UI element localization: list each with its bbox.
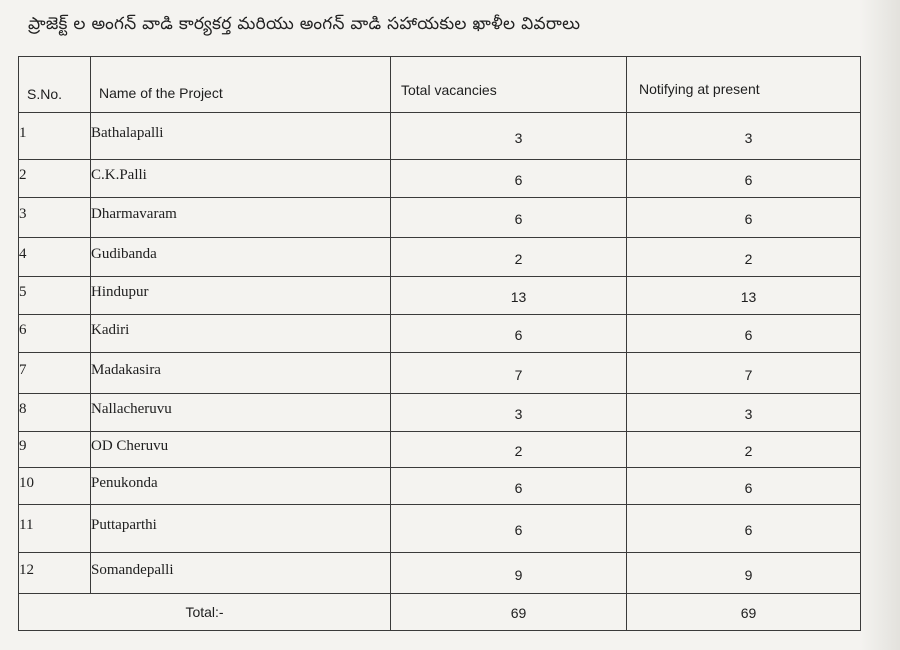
cell-notifying-at-present: 6	[627, 315, 861, 353]
cell-project-name: Nallacheruvu	[91, 394, 391, 432]
table-row	[19, 468, 861, 505]
cell-sno: 1	[19, 113, 91, 160]
cell-total-vacancies: 3	[391, 113, 627, 160]
table-header-row	[19, 57, 861, 113]
cell-sno: 8	[19, 394, 91, 432]
cell-notifying-at-present: 6	[627, 468, 861, 505]
cell-sno: 4	[19, 238, 91, 277]
cell-total-vacancies: 6	[391, 468, 627, 505]
table-row	[19, 277, 861, 315]
table-row	[19, 198, 861, 238]
page-edge-shadow	[860, 0, 900, 650]
cell-sno: 12	[19, 553, 91, 594]
cell-notifying-at-present: 7	[627, 353, 861, 394]
cell-total-vacancies: 7	[391, 353, 627, 394]
cell-total-vacancies: 3	[391, 394, 627, 432]
document-heading: ప్రాజెక్ట్ ల అంగన్ వాడి కార్యకర్త మరియు అంగన్ వాడి సహాయకుల ఖాళీల వివరాలు	[28, 14, 581, 34]
cell-project-name: Dharmavaram	[91, 198, 391, 238]
cell-total-vacancies: 9	[391, 553, 627, 594]
cell-project-name: Madakasira	[91, 353, 391, 394]
cell-sno: 9	[19, 432, 91, 468]
cell-notifying-at-present: 9	[627, 553, 861, 594]
table-row	[19, 505, 861, 553]
cell-project-name: Kadiri	[91, 315, 391, 353]
total-vacancies-sum: 69	[391, 594, 627, 631]
cell-project-name: C.K.Palli	[91, 160, 391, 198]
cell-sno: 6	[19, 315, 91, 353]
table-row	[19, 160, 861, 198]
cell-sno: 3	[19, 198, 91, 238]
cell-notifying-at-present: 2	[627, 432, 861, 468]
cell-total-vacancies: 6	[391, 505, 627, 553]
cell-sno: 10	[19, 468, 91, 505]
cell-notifying-at-present: 3	[627, 394, 861, 432]
total-label: Total:-	[19, 594, 391, 631]
table-row	[19, 553, 861, 594]
notifying-at-present-sum: 69	[627, 594, 861, 631]
cell-sno: 5	[19, 277, 91, 315]
column-header-sno: S.No.	[19, 57, 91, 113]
column-header-notifying-at-present: Notifying at present	[627, 57, 861, 113]
cell-notifying-at-present: 6	[627, 505, 861, 553]
vacancies-table	[18, 56, 861, 631]
cell-notifying-at-present: 13	[627, 277, 861, 315]
cell-sno: 7	[19, 353, 91, 394]
cell-sno: 11	[19, 505, 91, 553]
table-row	[19, 353, 861, 394]
cell-project-name: Hindupur	[91, 277, 391, 315]
table-row	[19, 113, 861, 160]
table-row	[19, 315, 861, 353]
cell-project-name: Puttaparthi	[91, 505, 391, 553]
table-total-row	[19, 594, 861, 631]
cell-total-vacancies: 2	[391, 432, 627, 468]
cell-total-vacancies: 13	[391, 277, 627, 315]
cell-project-name: Penukonda	[91, 468, 391, 505]
cell-total-vacancies: 6	[391, 160, 627, 198]
table-row	[19, 432, 861, 468]
cell-project-name: Bathalapalli	[91, 113, 391, 160]
cell-notifying-at-present: 3	[627, 113, 861, 160]
cell-total-vacancies: 2	[391, 238, 627, 277]
cell-sno: 2	[19, 160, 91, 198]
table-row	[19, 238, 861, 277]
cell-notifying-at-present: 6	[627, 160, 861, 198]
cell-total-vacancies: 6	[391, 315, 627, 353]
column-header-project-name: Name of the Project	[91, 57, 391, 113]
cell-project-name: OD Cheruvu	[91, 432, 391, 468]
table-row	[19, 394, 861, 432]
cell-total-vacancies: 6	[391, 198, 627, 238]
cell-project-name: Gudibanda	[91, 238, 391, 277]
column-header-total-vacancies: Total vacancies	[391, 57, 627, 113]
cell-notifying-at-present: 2	[627, 238, 861, 277]
cell-project-name: Somandepalli	[91, 553, 391, 594]
cell-notifying-at-present: 6	[627, 198, 861, 238]
